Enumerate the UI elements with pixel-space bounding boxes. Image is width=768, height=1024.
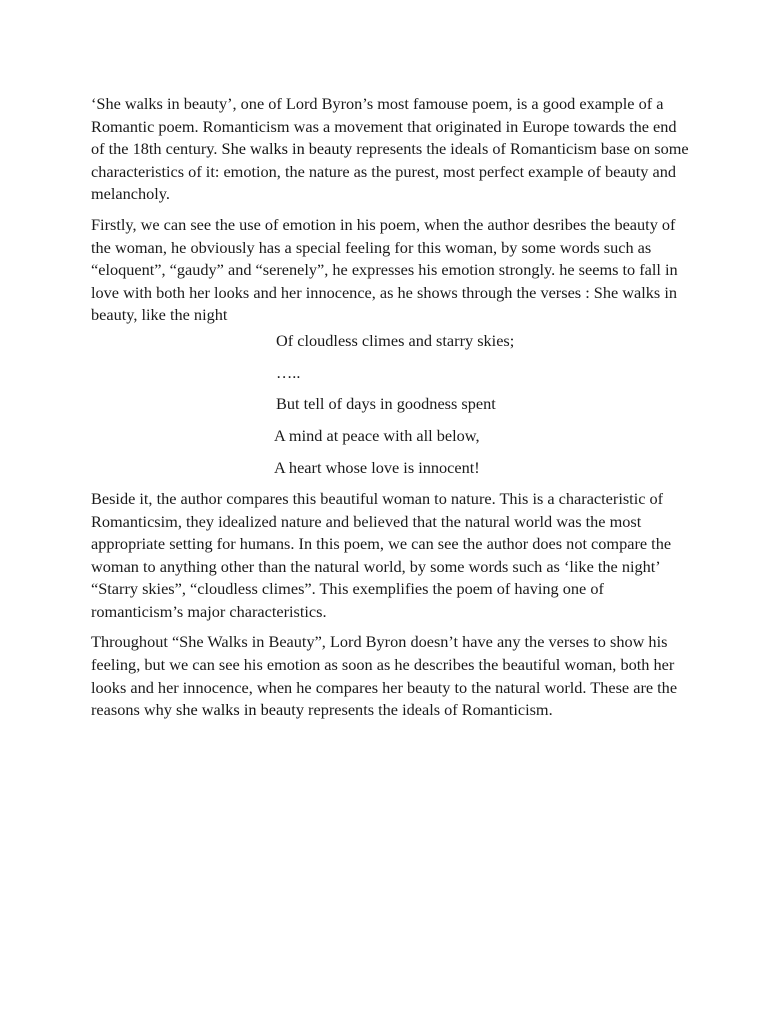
conclusion-text-end: represents the ideals of Romanticism. xyxy=(303,700,553,720)
paragraph-nature: Beside it, the author compares this beautiful woman to nature. This is a characteristic of Romanticsim, they idealized nature and believed that the natural world was the most appropriate setting for humans. In this poem, we can see the author does not compare the woman to anything other than the natural world, by some words such as ‘like the night’ “Starry skies”, “cloudless climes”. This exemplifies the poem of having one of romanticism’s major characteristics. xyxy=(91,488,672,621)
verse-ellipsis: ….. xyxy=(276,362,301,382)
intro-poem-title: She walks in beauty xyxy=(221,139,353,159)
paragraph-emotion: Firstly, we can see the use of emotion in his poem, when the author desribes the beauty of the woman, he obviously has a special feeling for this woman, by some words such as “eloquent”, “gaudy” and “serenely”, he expresses his emotion strongly. he seems to fall in love with both her looks and her innocence, as he shows through the verses : She walks in beauty, like the night xyxy=(91,214,678,325)
paragraph-conclusion xyxy=(91,631,691,721)
conclusion-text-start: Throughout “She Walks in Beauty”, Lord Byron doesn’t have any the verses to show his feeling, but we can see his emotion as soon as he describes the beautiful woman, both her looks and her innocence, when he compares her beauty to the natural world. These are the reasons why xyxy=(91,632,678,720)
conclusion-poem-title: she walks in beauty xyxy=(176,700,304,720)
verse-line: Of cloudless climes and starry skies; xyxy=(276,330,515,350)
verse-line: A heart whose love is innocent! xyxy=(274,458,480,478)
intro-text-start: ‘She walks in beauty’, one of Lord Byron’s most famouse poem, is a good example of a Romantic poem. Romanticism was a movement that originated in Europe towards the end of the 18th century. xyxy=(91,94,677,159)
verse-line: But tell of days in goodness spent xyxy=(276,394,496,414)
essay-body xyxy=(91,93,691,730)
intro-text-end: represents the ideals of Romanticism base on some characteristics of it: emotion, the nature as the purest, most perfect example of beauty and melancholy. xyxy=(91,139,689,204)
verse-line: A mind at peace with all below, xyxy=(274,425,480,445)
paragraph-intro xyxy=(91,93,691,206)
verse-block xyxy=(91,330,691,480)
